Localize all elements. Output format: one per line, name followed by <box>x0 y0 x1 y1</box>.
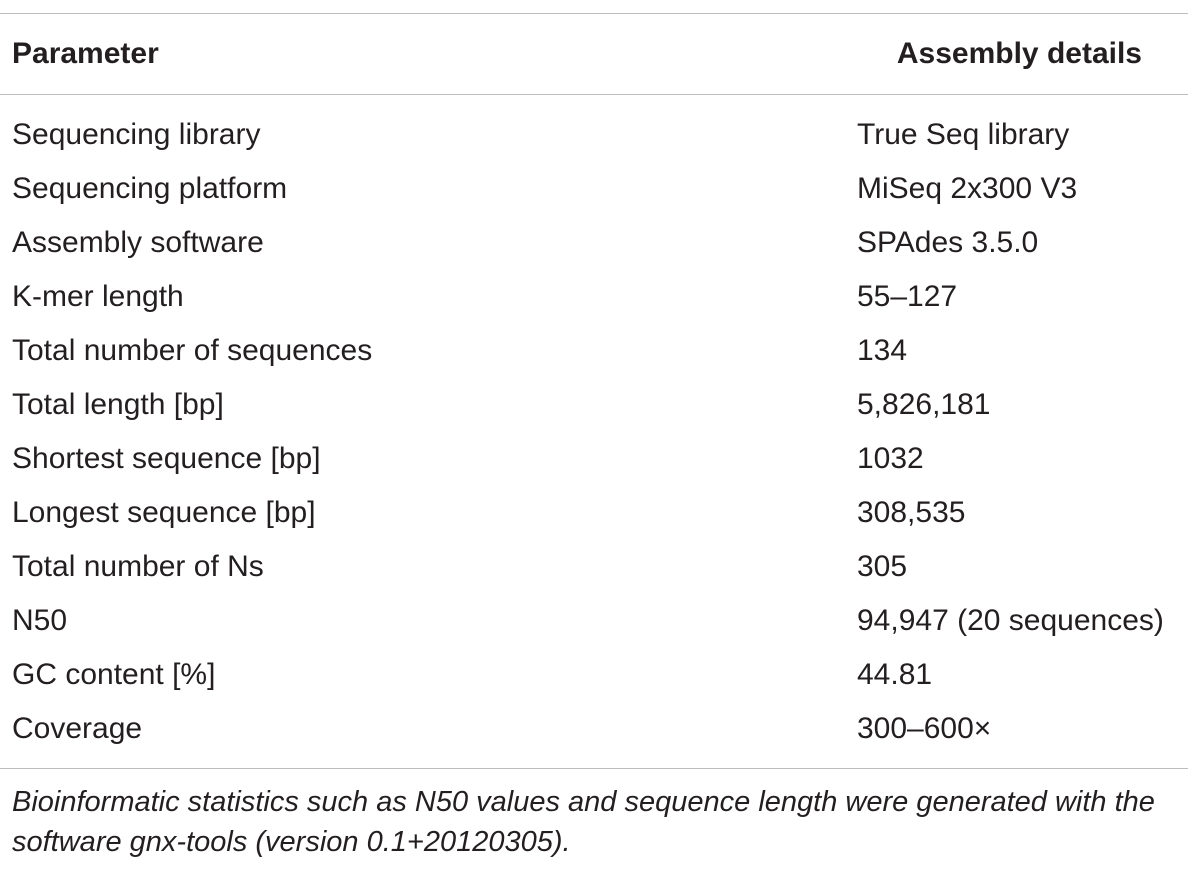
table-row <box>0 540 1188 594</box>
header-assembly-details: Assembly details <box>896 37 1142 70</box>
table-footnote: Bioinformatic statistics such as N50 values and sequence length were generated with the software gnx-tools (version 0.1+20120305). <box>12 786 1155 858</box>
header-parameter: Parameter <box>12 37 159 70</box>
row-parameter: K-mer length <box>12 280 184 313</box>
row-parameter: Longest sequence [bp] <box>12 496 316 529</box>
table-row <box>0 378 1188 432</box>
row-parameter: Assembly software <box>12 226 264 259</box>
table-row <box>0 486 1188 540</box>
table-row <box>0 216 1188 270</box>
row-parameter: Total length [bp] <box>12 388 224 421</box>
table-header-row <box>0 30 1188 78</box>
table-row <box>0 108 1188 162</box>
row-value: 300–600× <box>857 712 992 745</box>
table-top-rule <box>0 13 1188 14</box>
row-parameter: Coverage <box>12 712 143 745</box>
table-row <box>0 594 1188 648</box>
row-value: 5,826,181 <box>857 388 991 421</box>
table-row <box>0 648 1188 702</box>
row-value: MiSeq 2x300 V3 <box>857 172 1078 205</box>
row-value: 55–127 <box>857 280 958 313</box>
table-row <box>0 324 1188 378</box>
table-bottom-rule <box>0 768 1188 769</box>
row-parameter: Sequencing platform <box>12 172 288 205</box>
row-value: 305 <box>857 550 908 583</box>
row-value: True Seq library <box>857 118 1070 151</box>
row-value: 44.81 <box>857 658 933 691</box>
row-parameter: N50 <box>12 604 68 637</box>
table-body <box>0 108 1188 756</box>
row-parameter: Total number of sequences <box>12 334 373 367</box>
row-value: 1032 <box>857 442 924 475</box>
row-value: 308,535 <box>857 496 966 529</box>
table-row <box>0 702 1188 756</box>
row-parameter: GC content [%] <box>12 658 216 691</box>
row-value: 94,947 (20 sequences) <box>857 604 1164 637</box>
row-parameter: Sequencing library <box>12 118 261 151</box>
row-parameter: Total number of Ns <box>12 550 264 583</box>
table-row <box>0 432 1188 486</box>
table-row <box>0 162 1188 216</box>
table-header-rule <box>0 94 1188 95</box>
row-parameter: Shortest sequence [bp] <box>12 442 321 475</box>
row-value: SPAdes 3.5.0 <box>857 226 1039 259</box>
row-value: 134 <box>857 334 908 367</box>
table-row <box>0 270 1188 324</box>
